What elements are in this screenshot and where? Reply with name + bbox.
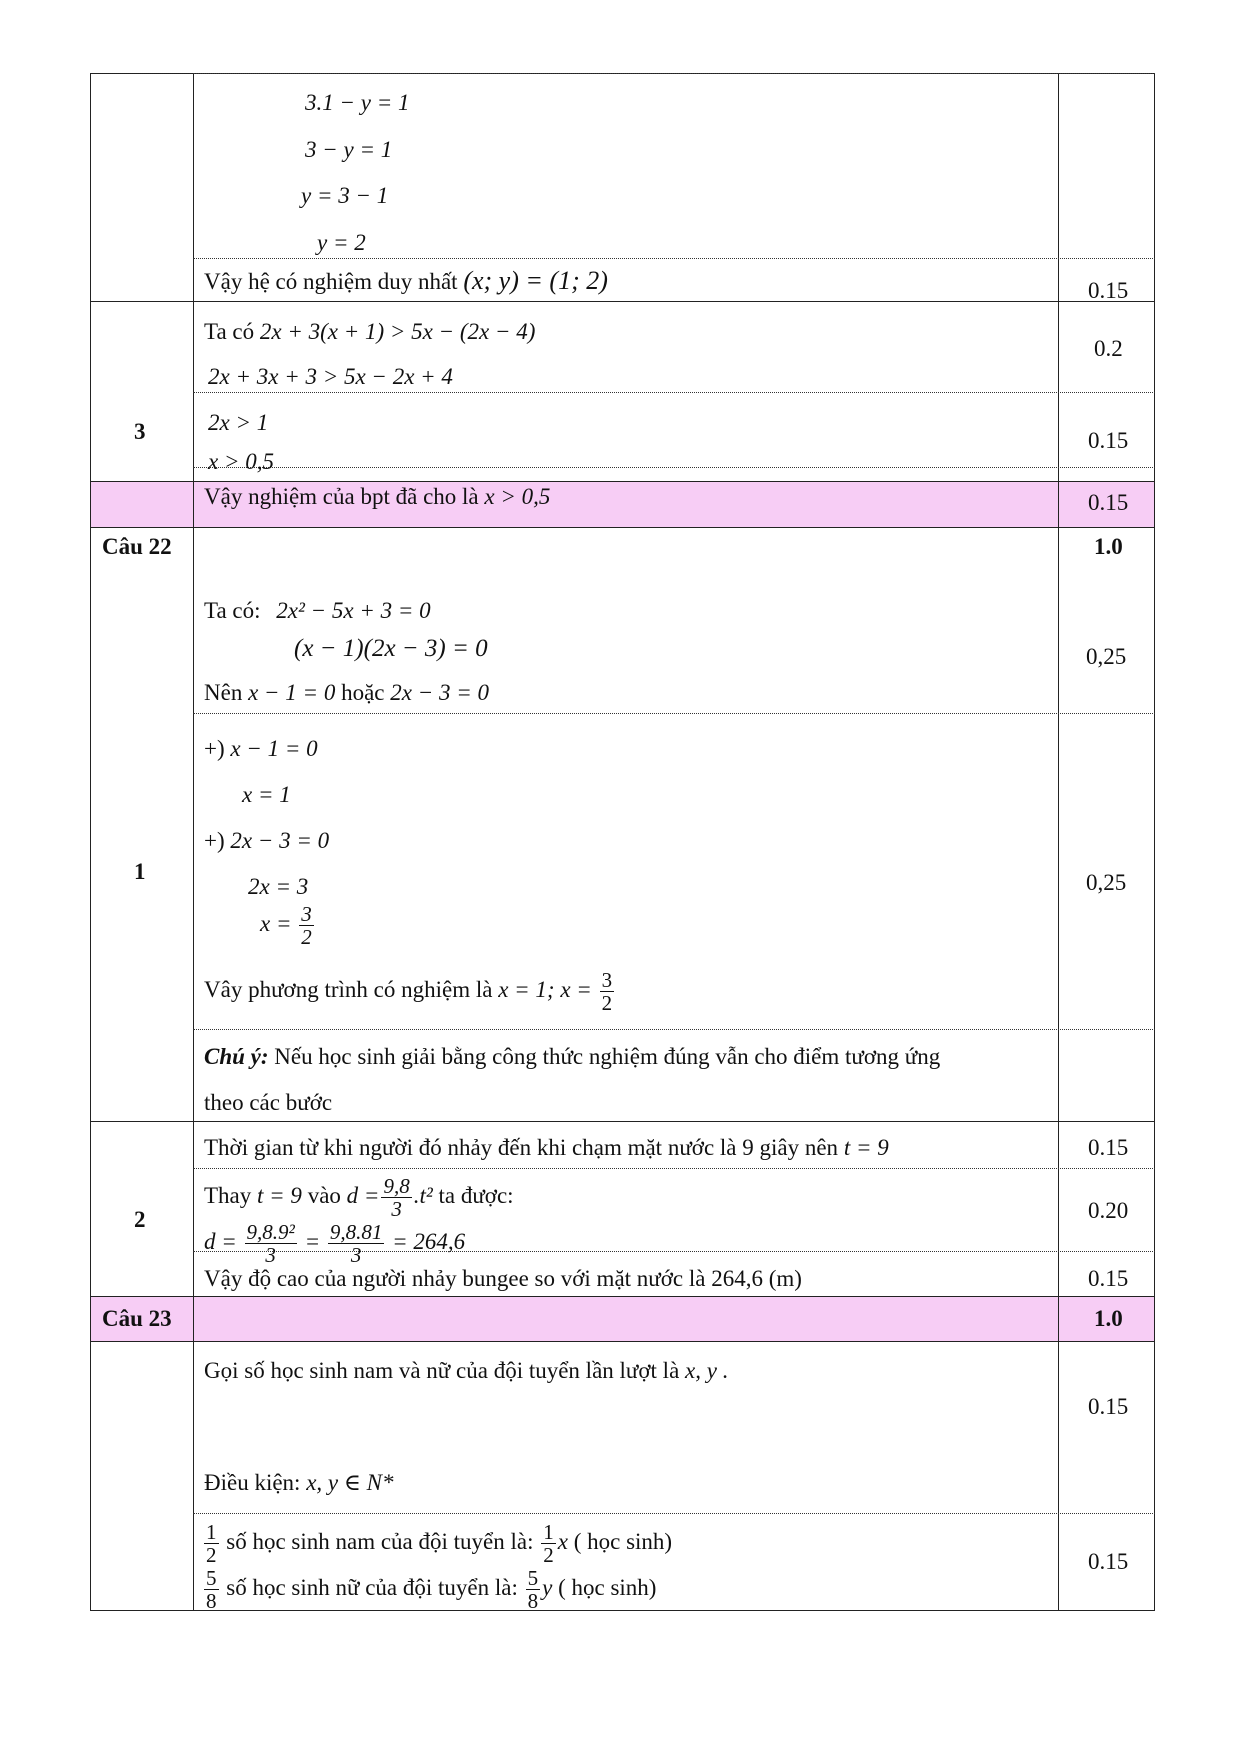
step-label: Thời gian từ khi người đó nhảy đến khi chạm mặt nước là 9 giây nên (204, 1135, 839, 1160)
step-text (204, 735, 318, 763)
step-text (202, 1567, 656, 1612)
step-text (204, 1469, 394, 1497)
step-math (260, 903, 316, 948)
score: 0.20 (1088, 1198, 1129, 1223)
conclusion-label: Vậy nghiệm của bpt đã cho là (204, 484, 479, 509)
case-marker: +) (204, 828, 225, 853)
variable: x (557, 1528, 568, 1554)
c23-header-band (90, 1296, 1155, 1341)
conclusion-label: Vây phương trình có nghiệm là (204, 976, 493, 1002)
step-text (204, 1175, 514, 1220)
fraction (541, 1521, 556, 1566)
fraction-prefix: x = (260, 910, 292, 936)
note-text: theo các bước (204, 1090, 333, 1115)
subrow-border (193, 713, 1155, 714)
step-math: 2x > 1 (208, 410, 269, 435)
equals: = (304, 1228, 321, 1254)
score: 0.15 (1088, 1135, 1129, 1160)
fraction (328, 1221, 385, 1266)
denominator: 2 (301, 925, 312, 949)
conclusion-text (204, 483, 550, 511)
fraction (204, 1521, 219, 1566)
numerator: 9,8.81 (329, 1220, 383, 1244)
score: 0.2 (1094, 336, 1123, 361)
conclusion-math: (x; y) = (1; 2) (463, 266, 608, 295)
answer-table (90, 73, 1155, 1611)
part-number: 3 (134, 419, 146, 444)
step-math: 2x = 3 (248, 874, 309, 899)
subrow-border (193, 1513, 1155, 1514)
note-text (204, 1043, 940, 1071)
fraction (204, 1567, 219, 1612)
step-text (202, 1521, 672, 1566)
note-body: Nếu học sinh giải bằng công thức nghiệm đúng vẫn cho điểm tương ứng (274, 1044, 941, 1069)
numerator: 1 (543, 1520, 554, 1544)
step-math: 2x² − 5x + 3 = 0 (276, 598, 431, 623)
row-border (90, 481, 1155, 482)
subrow-border (193, 392, 1155, 393)
step-math: t = 9 (257, 1182, 302, 1208)
score: 0,25 (1086, 870, 1127, 895)
subrow-border (193, 467, 1155, 468)
step-math: x − 1 = 0 (230, 736, 318, 761)
step-text (204, 827, 329, 855)
score: 0.15 (1088, 278, 1129, 303)
numerator: 3 (601, 968, 613, 992)
formula-prefix: d = (204, 1228, 237, 1254)
step-label: số học sinh nam của đội tuyển là: (226, 1528, 534, 1554)
table-border-left (90, 73, 91, 1611)
step-text (204, 679, 489, 707)
score: 0,25 (1086, 644, 1127, 669)
step-text (204, 597, 431, 625)
step-math: x = 1 (242, 782, 291, 807)
conclusion-label: Vậy hệ có nghiệm duy nhất (204, 269, 458, 294)
step-label: Gọi số học sinh nam và nữ của đội tuyển lần lượt là (204, 1358, 680, 1383)
row-border (90, 301, 1155, 302)
denominator: 2 (601, 991, 613, 1015)
step-math: x, y ∈ N* (306, 1470, 394, 1495)
conclusion-text (204, 969, 616, 1014)
denominator: 8 (206, 1589, 217, 1613)
conclusion-math: x = 1; x = (498, 976, 592, 1002)
fraction (526, 1567, 541, 1612)
step-text (204, 1134, 889, 1162)
step-math: x − 1 = 0 (248, 680, 336, 705)
denominator: 3 (265, 1243, 276, 1267)
fraction (245, 1221, 297, 1266)
step-label: vào (307, 1182, 341, 1208)
step-math: (x − 1)(2x − 3) = 0 (294, 635, 488, 662)
fraction (381, 1175, 411, 1220)
row-border (90, 1121, 1155, 1122)
subrow-border (193, 258, 1155, 259)
fraction (299, 903, 314, 948)
fraction (600, 969, 615, 1014)
step-math: x > 0,5 (208, 449, 274, 474)
question-title: Câu 22 (102, 534, 172, 559)
step-math: 2x + 3(x + 1) > 5x − (2x − 4) (259, 319, 536, 344)
case-marker: +) (204, 736, 225, 761)
numerator: 9,8.9² (246, 1220, 295, 1244)
column-divider-1 (193, 73, 194, 1611)
denominator: 3 (350, 1243, 362, 1267)
step-label: Điều kiện: (204, 1470, 301, 1495)
row-border (90, 1296, 1155, 1297)
score: 0.15 (1088, 490, 1129, 515)
formula-result: = 264,6 (392, 1228, 466, 1254)
numerator: 9,8 (383, 1174, 410, 1198)
denominator: 2 (206, 1543, 217, 1567)
step-math (204, 1221, 465, 1266)
row-border (90, 1341, 1155, 1342)
conclusion-text (204, 267, 608, 296)
denominator: 2 (543, 1543, 554, 1567)
numerator: 1 (206, 1520, 217, 1544)
denominator: 8 (527, 1589, 539, 1613)
step-label: Thay (204, 1182, 252, 1208)
note-label: Chú ý: (204, 1044, 269, 1069)
subrow-border (193, 73, 1155, 74)
score: 0.15 (1088, 428, 1129, 453)
row-border (90, 527, 1155, 528)
step-math: 2x + 3x + 3 > 5x − 2x + 4 (208, 364, 453, 389)
step-label: số học sinh nữ của đội tuyển là: (226, 1574, 518, 1600)
question-title: Câu 23 (102, 1306, 172, 1331)
math-line: 3 − y = 1 (305, 137, 393, 162)
unit-label: ( học sinh) (573, 1528, 673, 1554)
subrow-border (193, 1168, 1155, 1169)
step-label: Ta có (204, 319, 255, 344)
part-number: 2 (134, 1207, 146, 1232)
conclusion-text: Vậy độ cao của người nhảy bungee so với mặt nước là 264,6 (m) (204, 1266, 802, 1291)
subrow-border (193, 1029, 1155, 1030)
table-border-right (1154, 73, 1155, 1611)
score: 0.15 (1088, 1394, 1129, 1419)
step-math: x, y . (685, 1358, 729, 1383)
math-line: y = 3 − 1 (301, 183, 389, 208)
step-math: 2x − 3 = 0 (390, 680, 489, 705)
step-label: Nên (204, 680, 243, 705)
step-math: t = 9 (843, 1135, 889, 1160)
question-points: 1.0 (1094, 534, 1123, 559)
step-math: .t² (413, 1182, 433, 1208)
variable: y (542, 1574, 553, 1600)
step-text (204, 318, 535, 346)
score: 0.15 (1088, 1266, 1129, 1291)
part-number: 1 (134, 859, 146, 884)
denominator: 3 (391, 1197, 402, 1221)
numerator: 5 (206, 1566, 217, 1590)
numerator: 3 (301, 902, 312, 926)
step-label: hoặc (341, 680, 385, 705)
unit-label: ( học sinh) (558, 1574, 657, 1600)
column-divider-2 (1058, 73, 1059, 1611)
step-label: ta được: (438, 1182, 514, 1208)
math-line: 3.1 − y = 1 (305, 90, 410, 115)
step-math: 2x − 3 = 0 (230, 828, 330, 853)
step-label: Ta có: (204, 598, 261, 623)
step-text (204, 1357, 728, 1385)
score: 0.15 (1088, 1549, 1129, 1574)
numerator: 5 (527, 1566, 539, 1590)
conclusion-math: x > 0,5 (484, 484, 551, 509)
question-points: 1.0 (1094, 1306, 1123, 1331)
math-line: y = 2 (317, 230, 366, 255)
step-math: d = (346, 1182, 380, 1208)
